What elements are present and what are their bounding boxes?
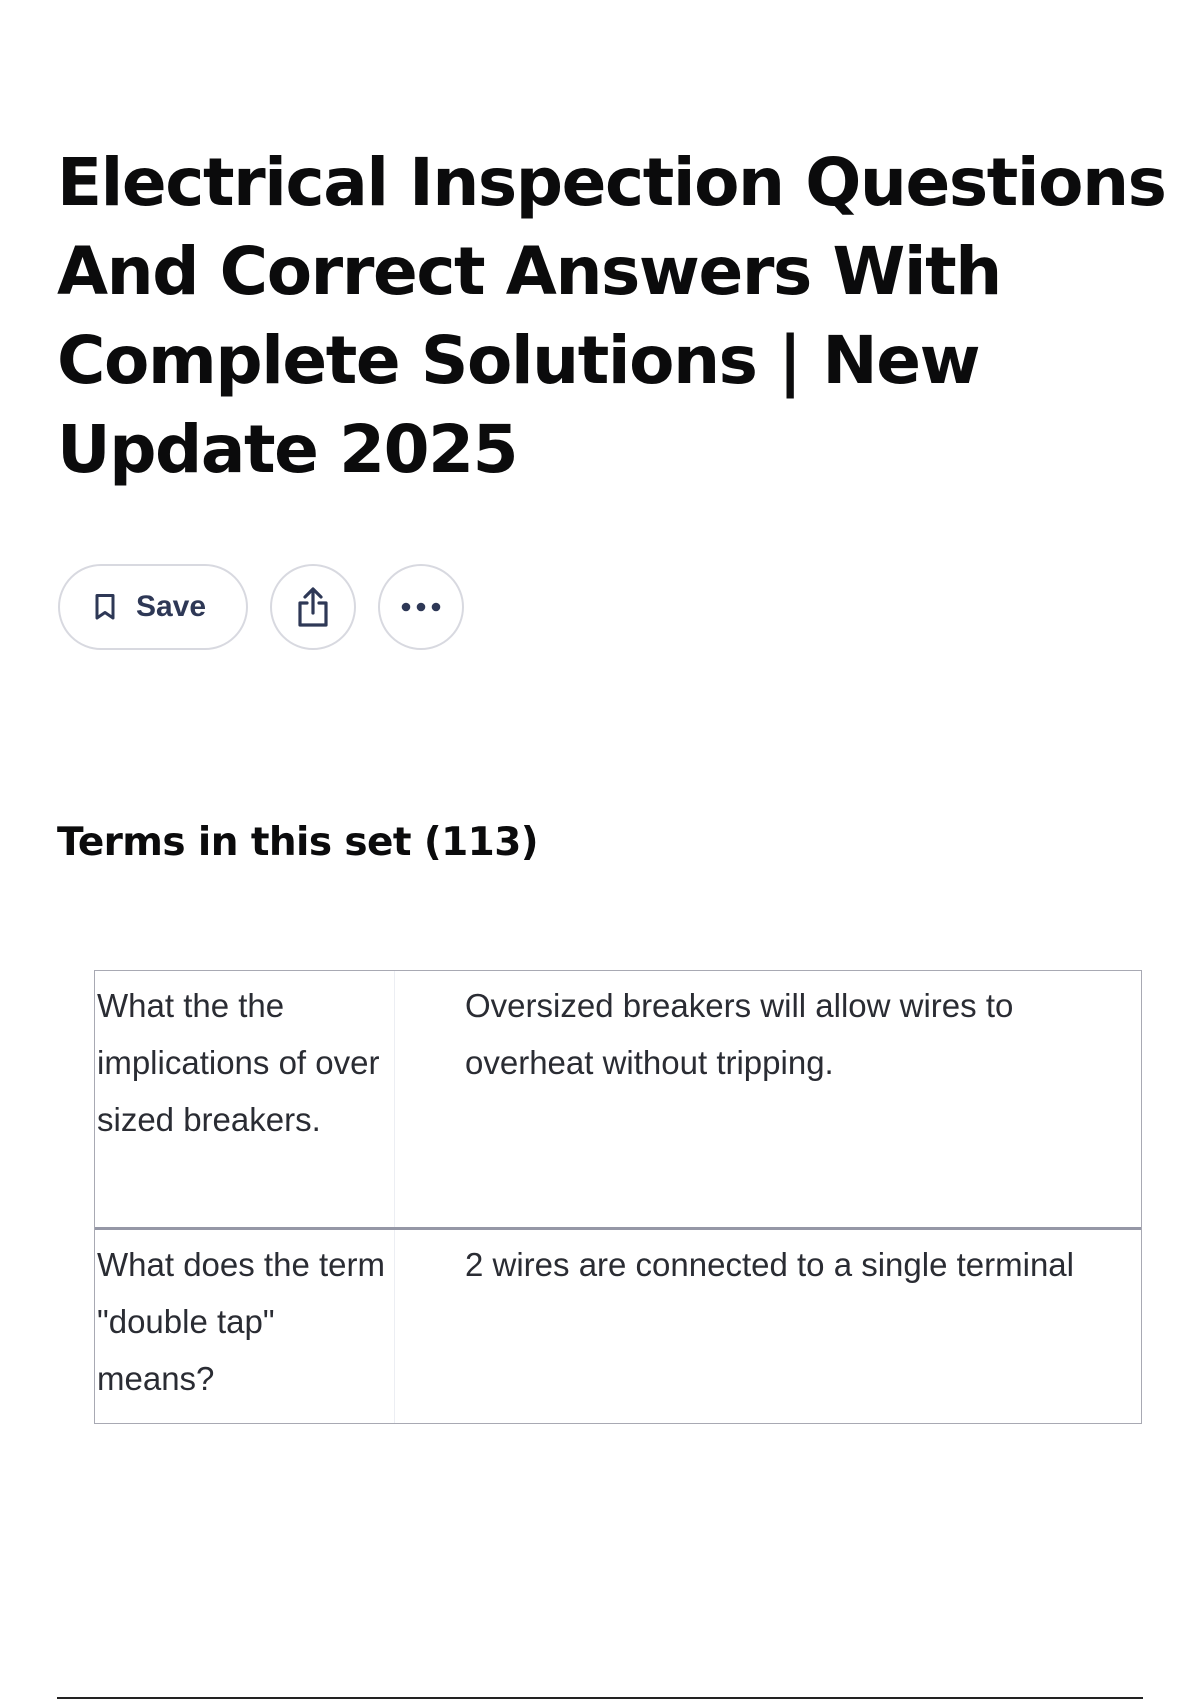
save-button[interactable] [58,564,248,650]
share-button[interactable] [270,564,356,650]
terms-heading: Terms in this set (113) [57,820,538,865]
table-row [95,971,1141,1227]
action-bar [58,564,464,650]
more-dots-icon [399,601,443,613]
definition-text: 2 wires are connected to a single terminal [465,1246,1074,1283]
page-title: Electrical Inspection Questions And Correct Answers With Complete Solutions | New Update 2025 [57,144,1166,488]
term-text: What does the term "double tap" means? [95,1230,395,1423]
divider [57,1697,1143,1699]
term-text: What the the implications of over sized breakers. [95,971,395,1227]
more-options-button[interactable] [378,564,464,650]
bookmark-icon [94,593,116,621]
terms-table [94,970,1142,1424]
table-row [95,1227,1141,1423]
definition-text: Oversized breakers will allow wires to overheat without tripping. [465,987,1014,1081]
share-icon [295,586,331,628]
save-label: Save [135,590,207,623]
